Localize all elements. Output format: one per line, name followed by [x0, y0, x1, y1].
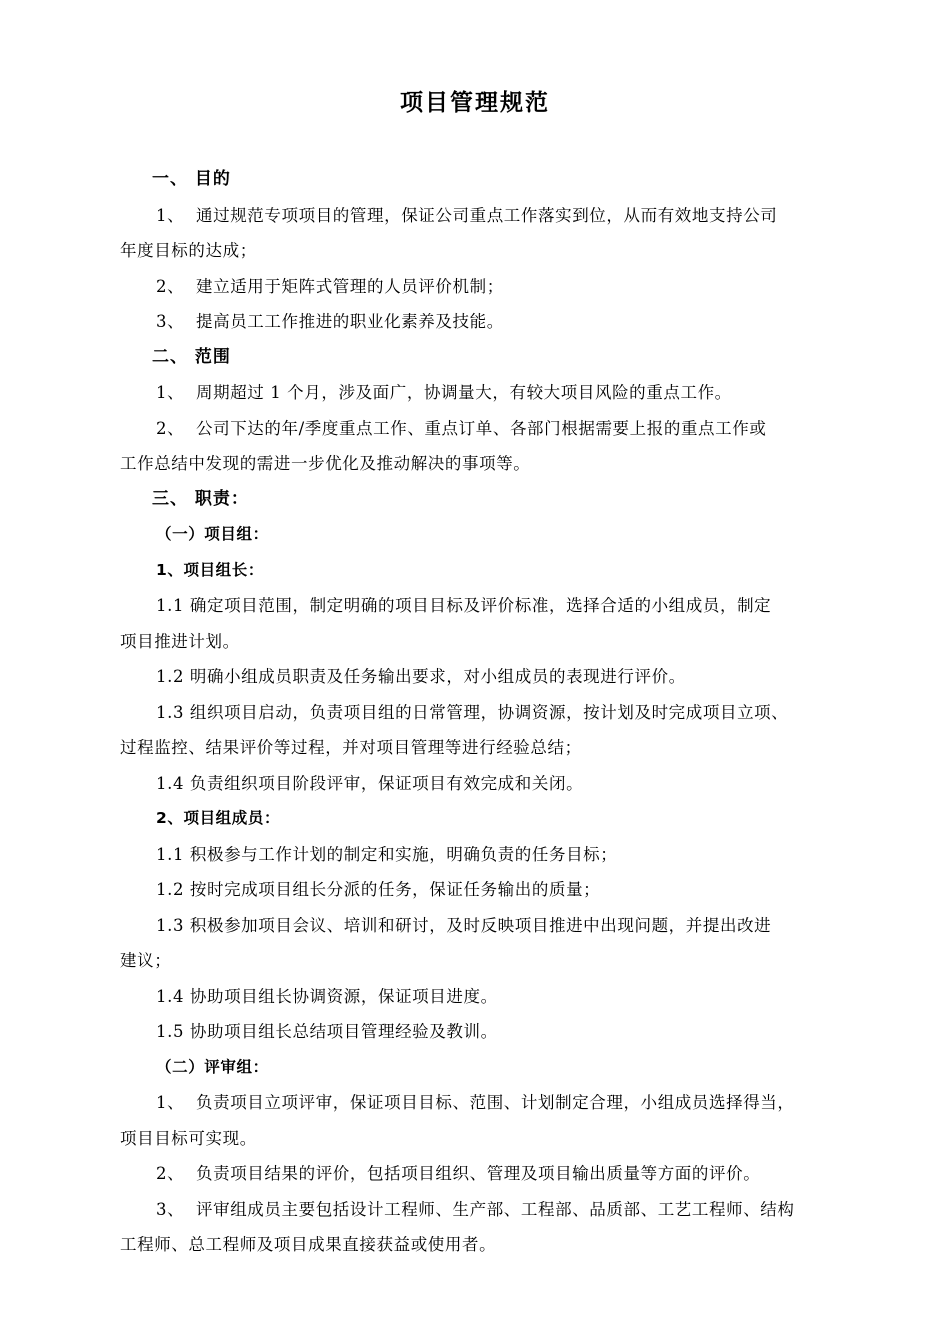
item-text-continued: 年度目标的达成； — [120, 241, 257, 260]
list-item — [120, 198, 835, 234]
item-text: 负责项目结果的评价，包括项目组织、管理及项目输出质量等方面的评价。 — [196, 1164, 761, 1183]
list-item — [120, 411, 835, 447]
item-text: 提高员工工作推进的职业化素养及技能。 — [196, 312, 504, 331]
list-item: 1.2 明确小组成员职责及任务输出要求，对小组成员的表现进行评价。 — [156, 667, 686, 686]
item-text: 通过规范专项项目的管理，保证公司重点工作落实到位，从而有效地支持公司 — [196, 205, 778, 225]
section-heading-scope: 二、 范围 — [152, 346, 231, 367]
item-number: 2、 — [156, 276, 185, 296]
list-item: 1.5 协助项目组长总结项目管理经验及教训。 — [156, 1022, 498, 1041]
list-item: 1.1 确定项目范围，制定明确的项目目标及评价标准，选择合适的小组成员，制定 — [156, 596, 772, 615]
item-text-continued: 项目推进计划。 — [120, 631, 240, 651]
list-item — [120, 375, 835, 411]
subsection-heading-review-team: （二）评审组： — [156, 1057, 269, 1076]
item-number: 2、 — [156, 1164, 185, 1183]
item-number: 2、 — [156, 418, 185, 438]
item-text-continued: 项目目标可实现。 — [120, 1128, 257, 1148]
list-item — [120, 304, 835, 340]
item-number: 3、 — [156, 312, 185, 331]
list-item — [120, 1085, 835, 1121]
list-item: 1.4 协助项目组长协调资源，保证项目进度。 — [156, 986, 498, 1006]
list-item: 1.2 按时完成项目组长分派的任务，保证任务输出的质量； — [156, 880, 601, 899]
list-item — [120, 269, 835, 305]
document-body — [120, 162, 835, 1263]
item-text-continued: 过程监控、结果评价等过程，并对项目管理等进行经验总结； — [120, 738, 582, 757]
list-item: 1.1 积极参与工作计划的制定和实施，明确负责的任务目标； — [156, 844, 618, 864]
section-heading-purpose: 一、 目的 — [152, 169, 231, 189]
subsection-heading-project-leader: 1、项目组长： — [156, 560, 264, 579]
item-number: 3、 — [156, 1199, 185, 1219]
item-text: 评审组成员主要包括设计工程师、生产部、工程部、品质部、工艺工程师、结构 — [196, 1199, 795, 1219]
item-number: 1、 — [156, 205, 185, 225]
list-item — [120, 1156, 835, 1192]
list-item: 1.4 负责组织项目阶段评审，保证项目有效完成和关闭。 — [156, 773, 584, 793]
item-number: 1、 — [156, 383, 185, 402]
item-text-continued: 建议； — [120, 951, 172, 970]
list-item: 1.3 积极参加项目会议、培训和研讨，及时反映项目推进中出现问题，并提出改进 — [156, 915, 772, 935]
section-heading-responsibilities: 三、 职责： — [152, 488, 249, 509]
list-item: 1.3 组织项目启动，负责项目组的日常管理，协调资源，按计划及时完成项目立项、 — [156, 702, 789, 722]
item-text-continued: 工作总结中发现的需进一步优化及推动解决的事项等。 — [120, 454, 531, 473]
item-text: 负责项目立项评审，保证项目目标、范围、计划制定合理，小组成员选择得当， — [196, 1093, 795, 1112]
subsection-heading-project-members: 2、项目组成员： — [156, 809, 281, 827]
subsection-heading-project-team: （一）项目组： — [156, 525, 269, 543]
item-number: 1、 — [156, 1093, 185, 1112]
item-text: 公司下达的年/季度重点工作、重点订单、各部门根据需要上报的重点工作或 — [196, 418, 767, 438]
item-text-continued: 工程师、总工程师及项目成果直接获益或使用者。 — [120, 1235, 497, 1254]
page-title: 项目管理规范 — [400, 90, 550, 116]
item-text: 建立适用于矩阵式管理的人员评价机制； — [196, 276, 504, 296]
item-text: 周期超过 1 个月，涉及面广，协调量大，有较大项目风险的重点工作。 — [196, 383, 732, 402]
list-item — [120, 1192, 835, 1228]
